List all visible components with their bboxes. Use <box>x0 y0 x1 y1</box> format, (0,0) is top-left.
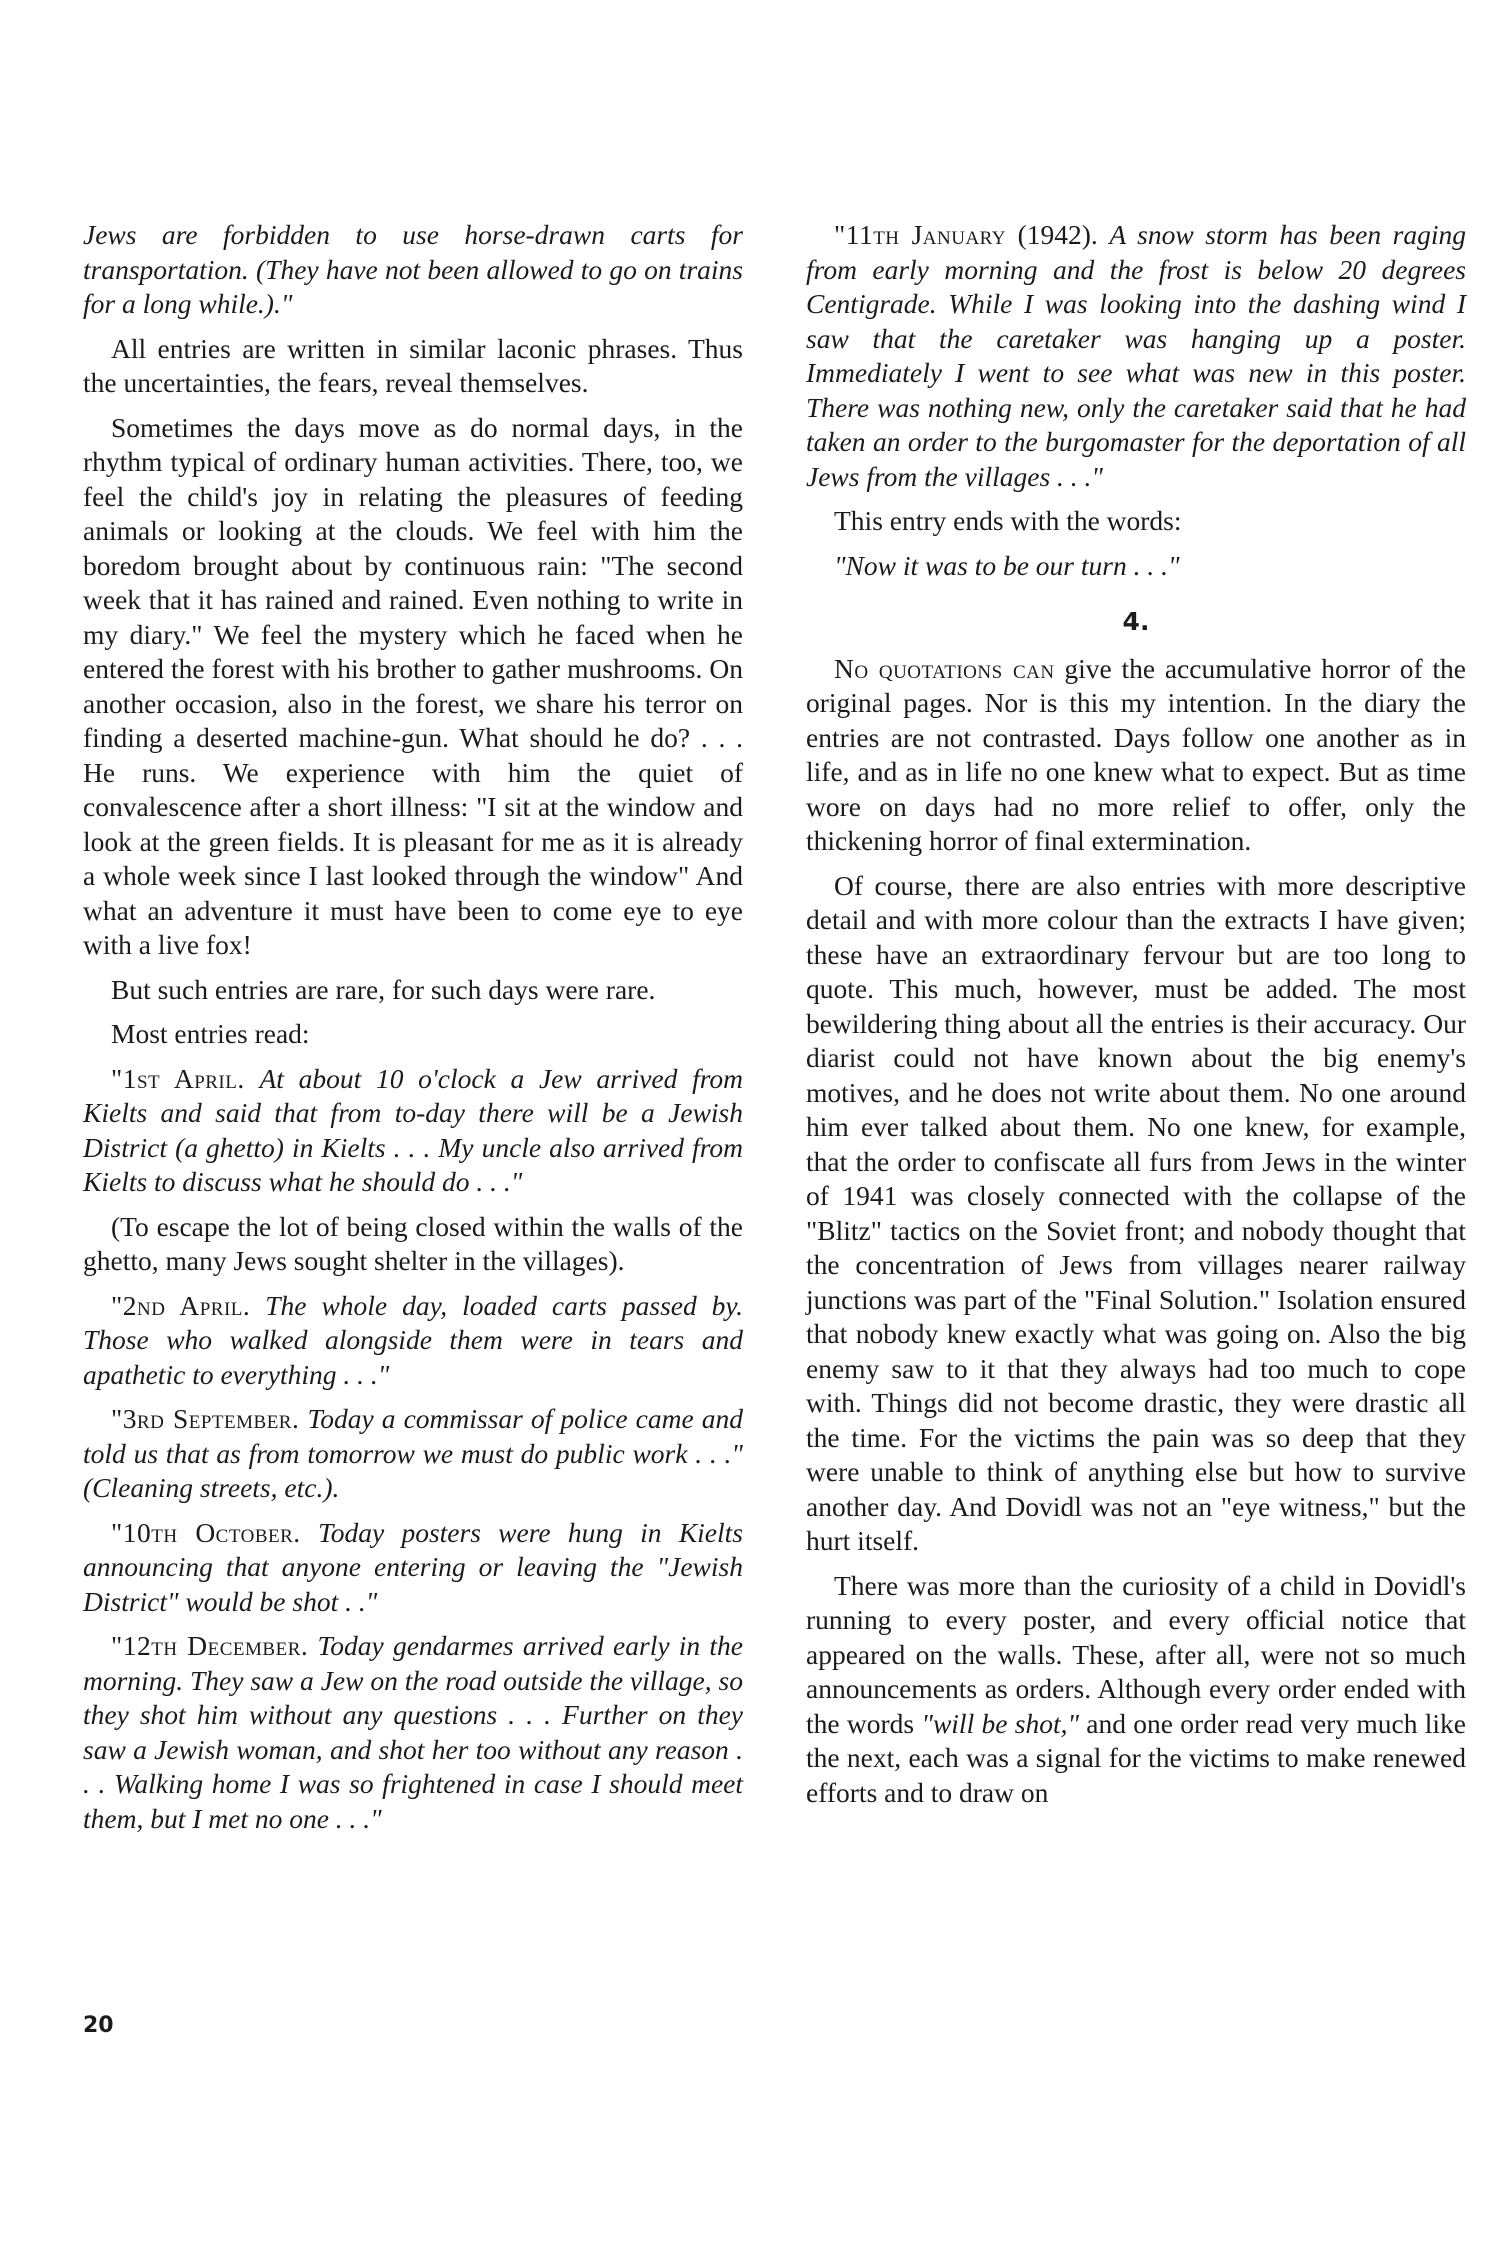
right-column <box>806 218 1466 1820</box>
lead-in: No quotations can <box>834 652 1055 684</box>
entry-year: (1942). <box>1017 219 1110 250</box>
entry-text: Today gendarmes arrived early in the morning. They saw a Jew on the road outside the village, so they shot him without any questions . . . Further on they saw a Jewish woman, and shot her too without any reason . . . Walking home I was so frightened in case I should meet them, but I met no one . . ." <box>83 1630 743 1834</box>
entry-date: "12th December. <box>111 1630 309 1661</box>
section-opening-paragraph <box>806 652 1466 859</box>
diary-quote: "Now it was to be our turn . . ." <box>834 549 1180 581</box>
paragraph-text: give the accumulative horror of the original pages. Nor is this my intention. In the diary the entries are not contrasted. Days follow one another as in life, and as in life no one knew what to expect. But as time wore on days had no more relief to offer, only the thickening horror of final extermination. <box>806 652 1466 856</box>
page-number: 20 <box>83 2013 114 2038</box>
entry-text: The whole day, loaded carts passed by. Those who walked alongside them were in tears and apathetic to everything . . ." <box>83 1289 743 1390</box>
diary-entry <box>83 1402 743 1506</box>
paragraph: Of course, there are also entries with more descriptive detail and with more colour than the extracts I have given; these have an extraordinary fervour but are too long to quote. This much, however, must be added. The most bewildering thing about all the entries is their accuracy. Our diarist could not have known about the big enemy's motives, and he does not write about them. No one around him ever talked about them. No one knew, for example, that the order to confiscate all furs from Jews in the winter of 1941 was closely connected with the collapse of the "Blitz" tactics on the Soviet front; and nobody thought that the concentration of Jews from villages nearer railway junctions was part of the "Final Solution." Isolation ensured that nobody knew exactly what was going on. Also the big enemy saw to it that they always had too much to cope with. Things did not become drastic, they were drastic all the time. For the victims the pain was so deep that they were unable to think of anything else but how to survive another day. And Dovidl was not an "eye witness," but the hurt itself. <box>806 869 1466 1556</box>
left-column <box>83 218 743 1846</box>
paragraph <box>806 1569 1466 1811</box>
entry-date: "1st April. <box>111 1062 245 1094</box>
paragraph: This entry ends with the words: <box>834 505 1182 536</box>
entry-date: "3rd September. <box>111 1403 300 1434</box>
diary-entry <box>83 1289 743 1393</box>
paragraph: Most entries read: <box>111 1018 310 1049</box>
section-number: 4. <box>1122 607 1150 636</box>
entry-text: At about 10 o'clock a Jew arrived from Kielts and said that from to-day there will be a Jewish District (a ghetto) in Kielts . . . My uncle also arrived from Kielts to discuss what he should do . . ." <box>83 1062 744 1197</box>
paragraph: But such entries are rare, for such days were rare. <box>111 973 656 1005</box>
paragraph-text: There was more than the curiosity of a child in Dovidl's running to every poster, and every official notice that appeared on the walls. These, after all, were not so much announcements as orders. Although every order ended with the words <box>806 1569 1466 1739</box>
paragraph: All entries are written in similar laconic phrases. Thus the uncertainties, the fears, reveal themselves. <box>83 332 743 398</box>
paragraph-text: and one order read very much like the next, each was a signal for the victims to make renewed efforts and to draw on <box>806 1707 1466 1808</box>
quoted-phrase: "will be shot," <box>921 1707 1080 1739</box>
diary-entry <box>83 1629 743 1836</box>
diary-quote: Jews are forbidden to use horse-drawn carts for transportation. (They have not been allowed to go on trains for a long while.)." <box>83 219 743 319</box>
diary-entry <box>83 1062 743 1200</box>
paragraph: (To escape the lot of being closed within the walls of the ghetto, many Jews sought shelter in the villages). <box>83 1210 743 1276</box>
entry-text: Today a commissar of police came and told us that as from tomorrow we must do public work . . ." (Cleaning streets, etc.). <box>83 1403 743 1503</box>
entry-date: "11th January <box>834 219 1007 250</box>
entry-date: "10th October. <box>111 1516 301 1548</box>
entry-text: A snow storm has been raging from early morning and the frost is below 20 degrees Centigrade. While I was looking into the dashing wind I saw that the caretaker was hanging up a poster. Immediately I went to see what was new in this poster. There was nothing new, only the caretaker said that he had taken an order to the burgomaster for the deportation of all Jews from the villages . . ." <box>806 219 1466 492</box>
diary-entry <box>83 1516 743 1620</box>
entry-text: Today posters were hung in Kielts announcing that anyone entering or leaving the "Jewish District" would be shot . ." <box>83 1516 743 1617</box>
paragraph: Sometimes the days move as do normal days, in the rhythm typical of ordinary human activities. There, too, we feel the child's joy in relating the pleasures of feeding animals or looking at the clouds. We feel with him the boredom brought about by continuous rain: "The second week that it has rained and rained. Even nothing to write in my diary." We feel the mystery which he faced when he entered the forest with his brother to gather mushrooms. On another occasion, also in the forest, we share his terror on finding a deserted machine-gun. What should he do? . . . He runs. We experience with him the quiet of convalescence after a short illness: "I sit at the window and look at the green fields. It is pleasant for me as it is already a whole week since I last looked through the window" And what an adventure it must have been to come eye to eye with a live fox! <box>83 411 743 960</box>
diary-entry <box>806 218 1466 494</box>
entry-date: "2nd April. <box>111 1289 251 1321</box>
